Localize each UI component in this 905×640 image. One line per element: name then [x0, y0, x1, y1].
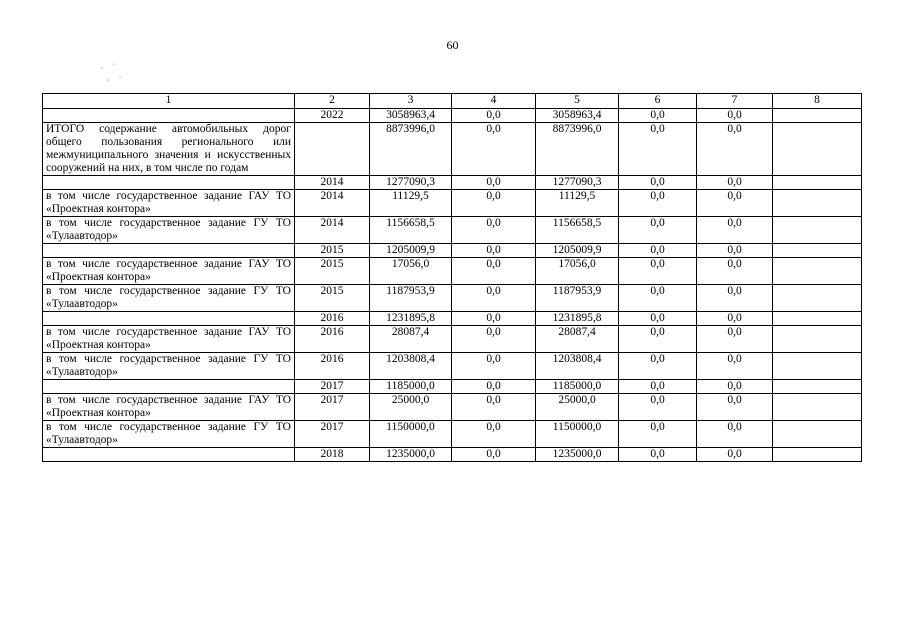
cell-year: 2017 — [295, 394, 370, 421]
cell-col-4: 0,0 — [452, 448, 536, 462]
cell-col-5: 1185000,0 — [536, 380, 619, 394]
cell-year: 2016 — [295, 326, 370, 353]
cell-col-5: 1205009,9 — [536, 244, 619, 258]
cell-col-7: 0,0 — [697, 285, 773, 312]
cell-col-4: 0,0 — [452, 285, 536, 312]
cell-col-8 — [773, 258, 862, 285]
cell-name: в том числе государственное задание ГУ ТО «Тулаавтодор» — [43, 285, 295, 312]
cell-col-4: 0,0 — [452, 394, 536, 421]
table-row — [43, 176, 862, 190]
cell-col-7: 0,0 — [697, 380, 773, 394]
cell-name — [43, 380, 295, 394]
cell-col-8 — [773, 190, 862, 217]
cell-col-3: 1231895,8 — [370, 312, 452, 326]
table-header-row — [43, 94, 862, 109]
table-row — [43, 353, 862, 380]
cell-col-5: 25000,0 — [536, 394, 619, 421]
cell-col-3: 1205009,9 — [370, 244, 452, 258]
cell-col-7: 0,0 — [697, 326, 773, 353]
table-row — [43, 285, 862, 312]
cell-col-7: 0,0 — [697, 123, 773, 176]
cell-name: в том числе государственное задание ГУ ТО «Тулаавтодор» — [43, 353, 295, 380]
table-row — [43, 421, 862, 448]
cell-col-4: 0,0 — [452, 421, 536, 448]
cell-col-8 — [773, 109, 862, 123]
cell-col-4: 0,0 — [452, 190, 536, 217]
cell-col-7: 0,0 — [697, 190, 773, 217]
cell-name: в том числе государственное задание ГАУ ТО «Проектная контора» — [43, 394, 295, 421]
table-row — [43, 109, 862, 123]
cell-col-6: 0,0 — [619, 123, 697, 176]
cell-name: в том числе государственное задание ГУ ТО «Тулаавтодор» — [43, 421, 295, 448]
table-row — [43, 217, 862, 244]
cell-col-3: 1156658,5 — [370, 217, 452, 244]
column-header-6: 6 — [619, 94, 697, 109]
cell-year: 2014 — [295, 190, 370, 217]
cell-col-4: 0,0 — [452, 326, 536, 353]
cell-name — [43, 109, 295, 123]
cell-col-5: 28087,4 — [536, 326, 619, 353]
cell-name — [43, 448, 295, 462]
cell-col-4: 0,0 — [452, 258, 536, 285]
table-row — [43, 326, 862, 353]
cell-col-3: 11129,5 — [370, 190, 452, 217]
cell-col-6: 0,0 — [619, 217, 697, 244]
cell-col-3: 28087,4 — [370, 326, 452, 353]
cell-name: в том числе государственное задание ГАУ ТО «Проектная контора» — [43, 190, 295, 217]
cell-col-8 — [773, 123, 862, 176]
cell-year: 2017 — [295, 421, 370, 448]
cell-col-6: 0,0 — [619, 258, 697, 285]
table-row — [43, 312, 862, 326]
cell-name: ИТОГО содержание автомобильных дорог общего пользования регионального или межмуниципального значения и искусственных сооружений на них, в том числе по годам — [43, 123, 295, 176]
table-row — [43, 190, 862, 217]
cell-name: в том числе государственное задание ГАУ ТО «Проектная контора» — [43, 258, 295, 285]
cell-col-7: 0,0 — [697, 176, 773, 190]
cell-col-7: 0,0 — [697, 421, 773, 448]
cell-col-7: 0,0 — [697, 258, 773, 285]
cell-col-8 — [773, 394, 862, 421]
cell-col-7: 0,0 — [697, 244, 773, 258]
cell-col-8 — [773, 326, 862, 353]
cell-col-8 — [773, 448, 862, 462]
scan-artifact — [96, 58, 126, 90]
cell-col-4: 0,0 — [452, 109, 536, 123]
cell-col-5: 11129,5 — [536, 190, 619, 217]
cell-col-3: 1235000,0 — [370, 448, 452, 462]
cell-name: в том числе государственное задание ГУ ТО «Тулаавтодор» — [43, 217, 295, 244]
cell-col-6: 0,0 — [619, 353, 697, 380]
cell-col-4: 0,0 — [452, 176, 536, 190]
cell-col-6: 0,0 — [619, 380, 697, 394]
cell-col-4: 0,0 — [452, 312, 536, 326]
cell-col-5: 1203808,4 — [536, 353, 619, 380]
cell-col-6: 0,0 — [619, 244, 697, 258]
column-header-8: 8 — [773, 94, 862, 109]
table-row — [43, 123, 862, 176]
cell-year: 2014 — [295, 176, 370, 190]
cell-year: 2018 — [295, 448, 370, 462]
cell-col-7: 0,0 — [697, 312, 773, 326]
cell-year: 2015 — [295, 244, 370, 258]
cell-name: в том числе государственное задание ГАУ ТО «Проектная контора» — [43, 326, 295, 353]
page-number: 60 — [446, 38, 459, 52]
cell-col-8 — [773, 244, 862, 258]
cell-col-8 — [773, 217, 862, 244]
cell-col-8 — [773, 285, 862, 312]
cell-col-7: 0,0 — [697, 217, 773, 244]
cell-col-5: 1156658,5 — [536, 217, 619, 244]
cell-col-7: 0,0 — [697, 353, 773, 380]
cell-col-6: 0,0 — [619, 190, 697, 217]
cell-col-3: 3058963,4 — [370, 109, 452, 123]
table-row — [43, 258, 862, 285]
table-row — [43, 244, 862, 258]
cell-year: 2016 — [295, 353, 370, 380]
cell-col-5: 1150000,0 — [536, 421, 619, 448]
cell-col-3: 25000,0 — [370, 394, 452, 421]
cell-year: 2022 — [295, 109, 370, 123]
cell-col-3: 1277090,3 — [370, 176, 452, 190]
cell-col-8 — [773, 380, 862, 394]
column-header-3: 3 — [370, 94, 452, 109]
cell-year: 2017 — [295, 380, 370, 394]
cell-col-5: 1277090,3 — [536, 176, 619, 190]
column-header-5: 5 — [536, 94, 619, 109]
column-header-4: 4 — [452, 94, 536, 109]
cell-col-3: 1187953,9 — [370, 285, 452, 312]
cell-year: 2016 — [295, 312, 370, 326]
cell-col-4: 0,0 — [452, 380, 536, 394]
cell-col-5: 1235000,0 — [536, 448, 619, 462]
cell-col-6: 0,0 — [619, 448, 697, 462]
cell-col-5: 17056,0 — [536, 258, 619, 285]
cell-col-3: 17056,0 — [370, 258, 452, 285]
column-header-2: 2 — [295, 94, 370, 109]
cell-year — [295, 123, 370, 176]
cell-col-7: 0,0 — [697, 109, 773, 123]
cell-col-4: 0,0 — [452, 244, 536, 258]
table-row — [43, 380, 862, 394]
cell-col-6: 0,0 — [619, 285, 697, 312]
cell-year: 2015 — [295, 285, 370, 312]
column-header-7: 7 — [697, 94, 773, 109]
cell-name — [43, 244, 295, 258]
cell-col-5: 1187953,9 — [536, 285, 619, 312]
cell-col-6: 0,0 — [619, 326, 697, 353]
table-row — [43, 448, 862, 462]
column-header-1: 1 — [43, 94, 295, 109]
cell-col-6: 0,0 — [619, 394, 697, 421]
cell-name — [43, 176, 295, 190]
cell-col-7: 0,0 — [697, 448, 773, 462]
cell-col-6: 0,0 — [619, 312, 697, 326]
table-row — [43, 394, 862, 421]
cell-year: 2014 — [295, 217, 370, 244]
cell-name — [43, 312, 295, 326]
cell-col-8 — [773, 421, 862, 448]
cell-col-7: 0,0 — [697, 394, 773, 421]
cell-year: 2015 — [295, 258, 370, 285]
cell-col-6: 0,0 — [619, 421, 697, 448]
cell-col-6: 0,0 — [619, 176, 697, 190]
cell-col-4: 0,0 — [452, 217, 536, 244]
cell-col-4: 0,0 — [452, 353, 536, 380]
cell-col-3: 8873996,0 — [370, 123, 452, 176]
budget-table — [42, 93, 862, 462]
cell-col-6: 0,0 — [619, 109, 697, 123]
cell-col-8 — [773, 176, 862, 190]
cell-col-8 — [773, 312, 862, 326]
cell-col-3: 1185000,0 — [370, 380, 452, 394]
cell-col-3: 1150000,0 — [370, 421, 452, 448]
cell-col-5: 1231895,8 — [536, 312, 619, 326]
cell-col-4: 0,0 — [452, 123, 536, 176]
cell-col-8 — [773, 353, 862, 380]
cell-col-3: 1203808,4 — [370, 353, 452, 380]
cell-col-5: 3058963,4 — [536, 109, 619, 123]
cell-col-5: 8873996,0 — [536, 123, 619, 176]
